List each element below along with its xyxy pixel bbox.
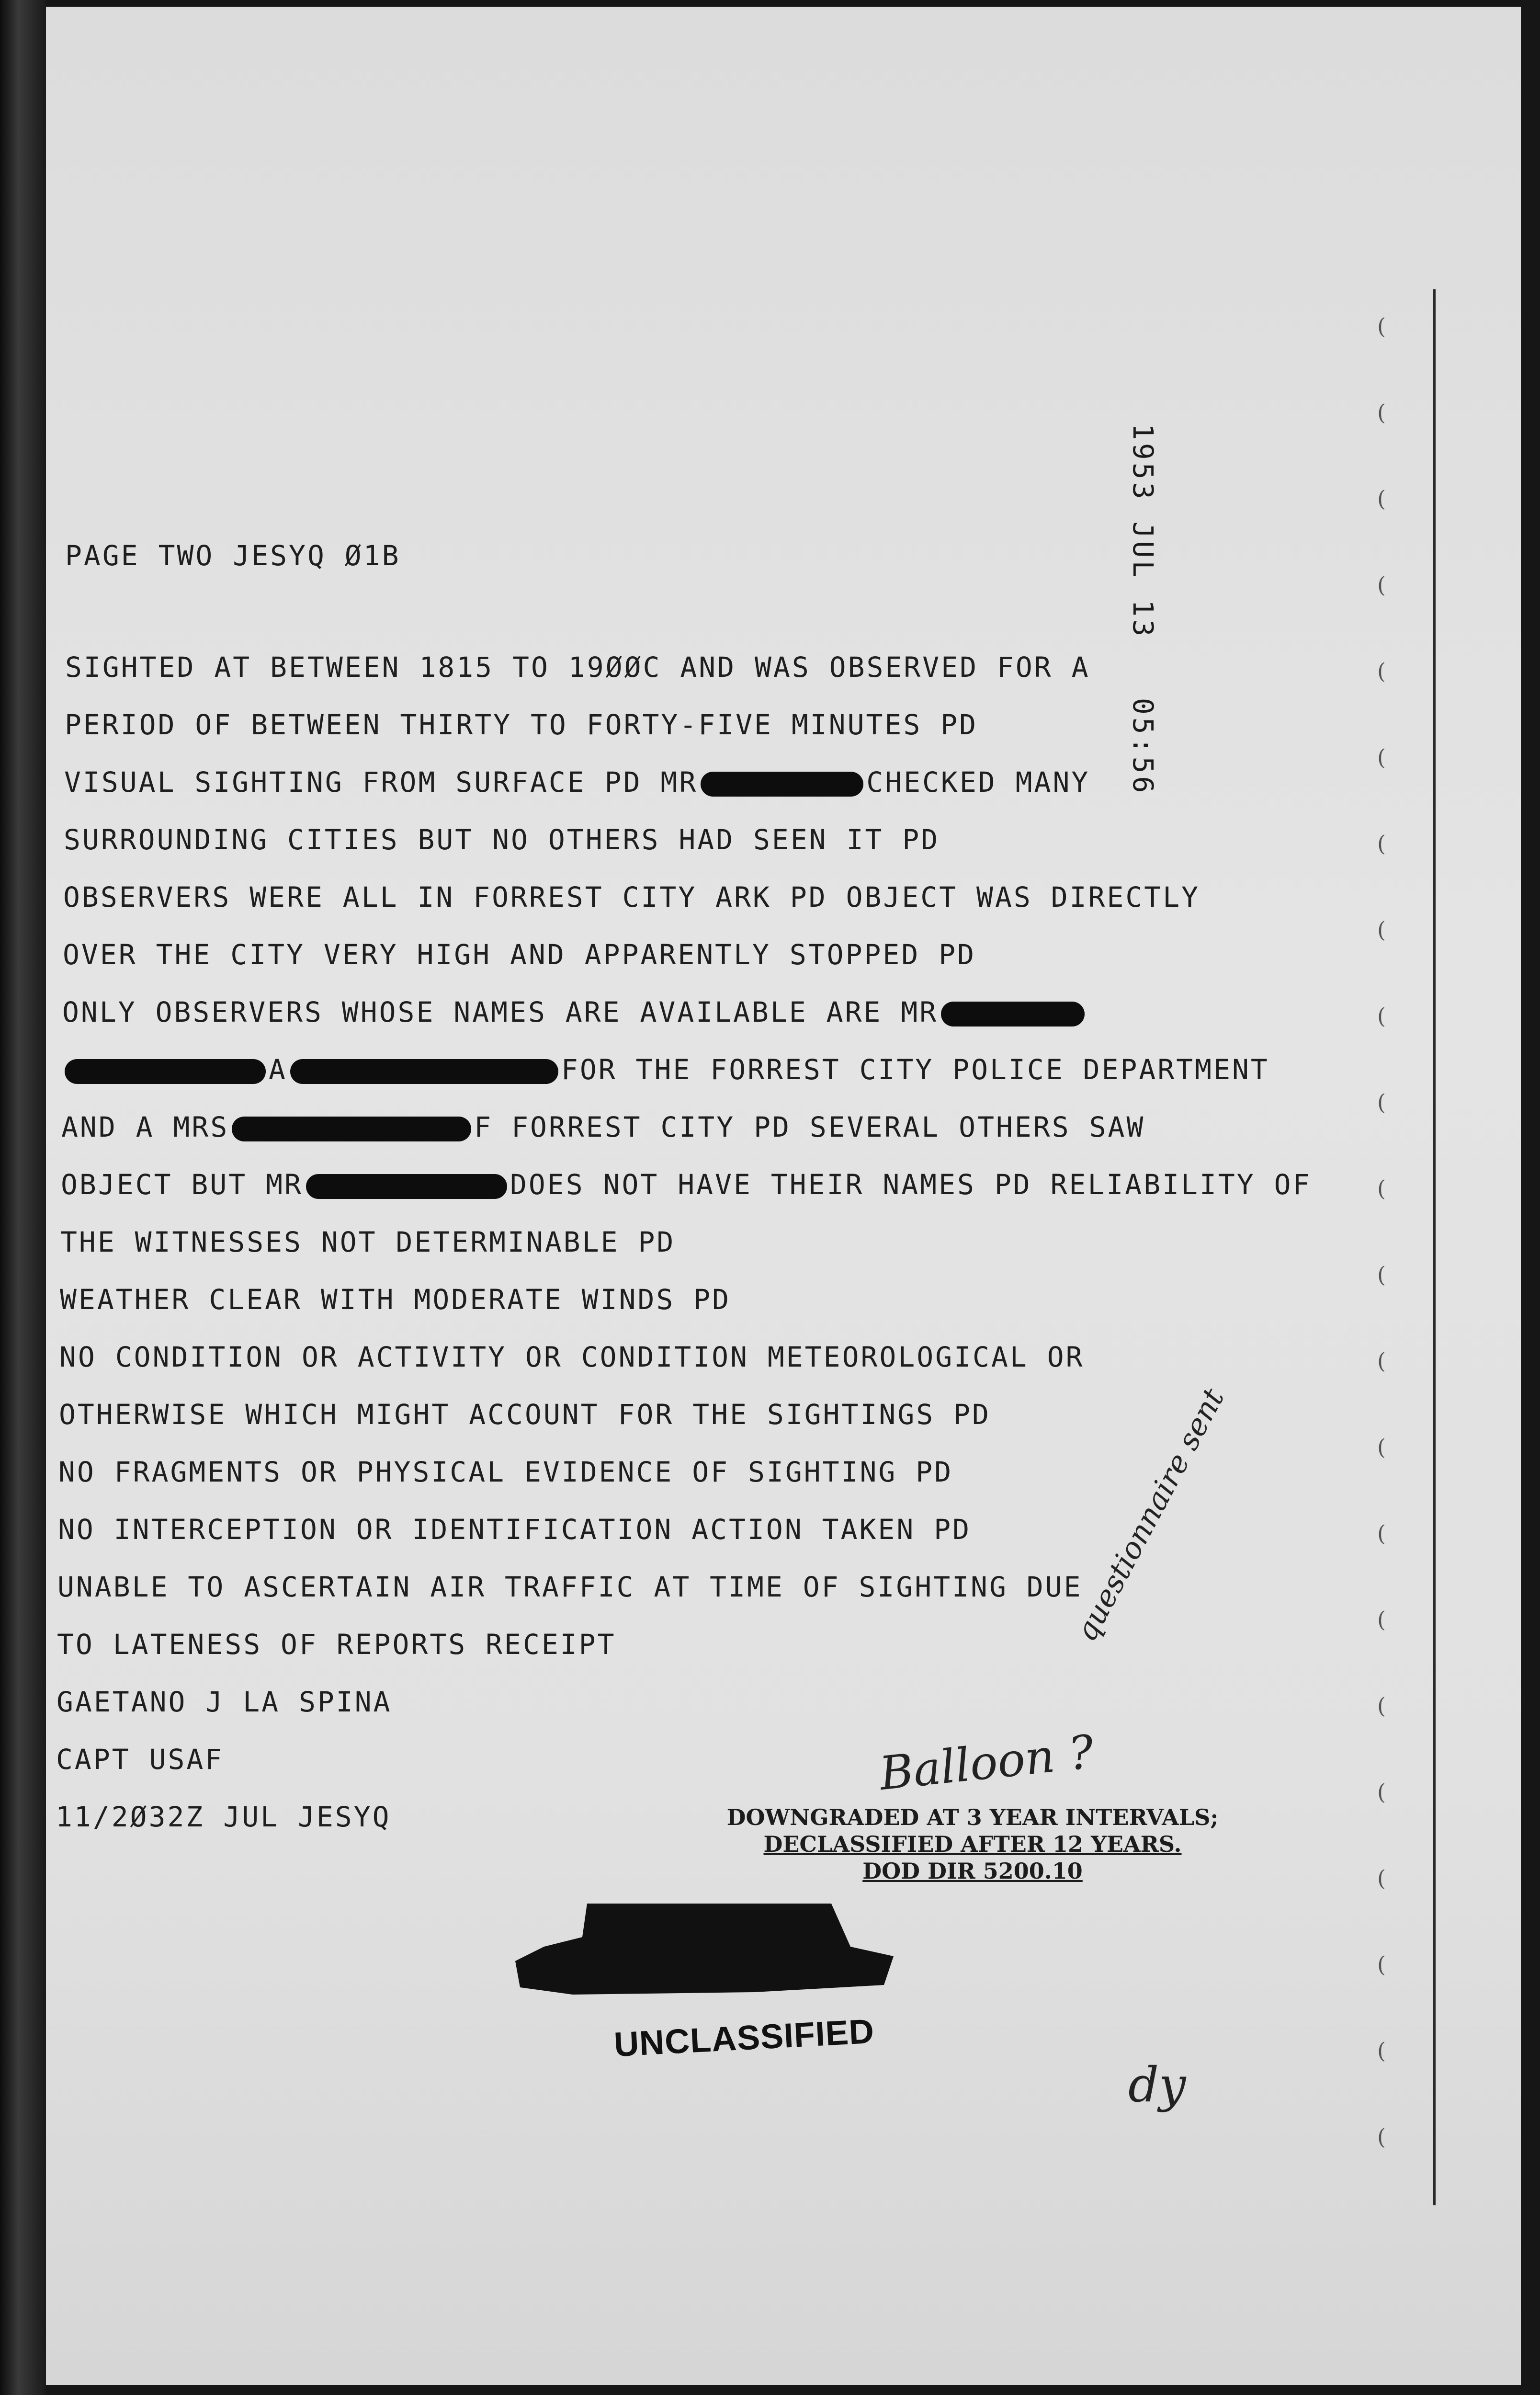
body-text-segment: AND A MRS xyxy=(61,1111,229,1143)
redaction-bar xyxy=(232,1117,471,1141)
body-line xyxy=(60,1226,675,1258)
body-text-segment: NO INTERCEPTION OR IDENTIFICATION ACTION TAKEN PD xyxy=(58,1513,972,1546)
body-line xyxy=(59,1398,991,1431)
margin-mark-icon: ( xyxy=(1377,2124,1386,2150)
body-line xyxy=(63,938,976,971)
margin-mark-icon: ( xyxy=(1377,1520,1386,1546)
body-line xyxy=(65,651,1090,684)
body-text-segment: SIGHTED AT BETWEEN 1815 TO 19ØØC AND WAS OBSERVED FOR A xyxy=(65,651,1090,684)
margin-mark-icon: ( xyxy=(1377,917,1386,943)
margin-mark-icon: ( xyxy=(1377,831,1386,856)
body-text-segment: DOES NOT HAVE THEIR NAMES PD RELIABILITY OF xyxy=(510,1168,1312,1201)
margin-mark-icon: ( xyxy=(1377,744,1386,770)
body-text-segment: GAETANO J LA SPINA xyxy=(57,1686,392,1718)
margin-mark-icon: ( xyxy=(1377,1089,1386,1115)
body-text-segment: OTHERWISE WHICH MIGHT ACCOUNT FOR THE SIGHTINGS PD xyxy=(59,1398,991,1431)
downgrade-notice xyxy=(673,1804,1272,1884)
body-line xyxy=(57,1571,1083,1603)
margin-mark-icon: ( xyxy=(1377,1865,1386,1891)
margin-mark-icon: ( xyxy=(1377,1003,1386,1029)
body-text-segment: CHECKED MANY xyxy=(866,766,1090,798)
margin-mark-icon: ( xyxy=(1377,313,1386,339)
scan-edge-left xyxy=(0,0,46,2395)
page-header: PAGE TWO JESYQ Ø1B xyxy=(65,539,401,572)
redaction-block xyxy=(515,1889,898,2004)
margin-mark-icon: ( xyxy=(1377,1348,1386,1374)
date-time-stamp: 1953 JUL 13 05:56 xyxy=(1127,423,1159,796)
body-text-segment: OVER THE CITY VERY HIGH AND APPARENTLY STOPPED PD xyxy=(63,938,976,971)
body-text-segment: THE WITNESSES NOT DETERMINABLE PD xyxy=(60,1226,676,1258)
body-text-segment: ONLY OBSERVERS WHOSE NAMES ARE AVAILABLE ARE MR xyxy=(62,996,939,1028)
margin-mark-icon: ( xyxy=(1377,486,1386,512)
body-line xyxy=(59,1341,1085,1373)
classification-stamp: UNCLASSIFIED xyxy=(613,2012,875,2064)
body-text-segment: 11/2Ø32Z JUL JESYQ xyxy=(56,1801,391,1833)
margin-mark-icon: ( xyxy=(1377,658,1386,684)
body-line xyxy=(60,1283,731,1316)
body-text-segment: SURROUNDING CITIES BUT NO OTHERS HAD SEEN IT PD xyxy=(64,823,940,856)
body-line xyxy=(63,881,1200,913)
body-line xyxy=(58,1456,953,1488)
body-line xyxy=(65,708,978,741)
body-text-segment: FOR THE FORREST CITY POLICE DEPARTMENT xyxy=(561,1053,1269,1086)
margin-mark-icon: ( xyxy=(1377,399,1386,425)
margin-mark-icon: ( xyxy=(1377,1693,1386,1719)
body-line xyxy=(58,1513,971,1546)
body-text-segment: UNABLE TO ASCERTAIN AIR TRAFFIC AT TIME OF SIGHTING DUE xyxy=(57,1571,1083,1603)
body-line xyxy=(62,1053,1269,1086)
body-text-segment: TO LATENESS OF REPORTS RECEIPT xyxy=(57,1628,616,1661)
margin-mark-icon: ( xyxy=(1377,1607,1386,1632)
downgrade-line-2: DECLASSIFIED AFTER 12 YEARS. xyxy=(763,1831,1182,1857)
handwritten-annotation: Balloon ? xyxy=(877,1724,1097,1801)
downgrade-line-1: DOWNGRADED AT 3 YEAR INTERVALS; xyxy=(726,1804,1219,1830)
body-text-segment: F FORREST CITY PD SEVERAL OTHERS SAW xyxy=(474,1111,1145,1143)
body-line xyxy=(57,1628,616,1661)
margin-mark-icon: ( xyxy=(1377,2038,1386,2064)
redaction-bar xyxy=(941,1002,1085,1026)
redaction-bar xyxy=(306,1174,507,1199)
downgrade-line-3: DOD DIR 5200.10 xyxy=(862,1858,1083,1884)
body-text-segment: OBJECT BUT MR xyxy=(61,1168,303,1201)
body-line xyxy=(57,1686,392,1718)
body-text-segment: NO FRAGMENTS OR PHYSICAL EVIDENCE OF SIGHTING PD xyxy=(58,1456,953,1488)
margin-mark-icon: ( xyxy=(1377,1779,1386,1805)
document-page xyxy=(46,7,1521,2385)
margin-mark-icon: ( xyxy=(1377,572,1386,598)
margin-rule xyxy=(1433,289,1436,2205)
body-line xyxy=(64,823,940,856)
redaction-bar xyxy=(290,1059,558,1084)
margin-note-handwritten: questionnaire sent xyxy=(1068,1382,1231,1647)
redaction-bar xyxy=(65,1059,266,1084)
body-line xyxy=(56,1743,224,1776)
body-text-segment: CAPT USAF xyxy=(56,1743,224,1776)
margin-mark-icon: ( xyxy=(1377,1951,1386,1977)
body-line xyxy=(61,1111,1145,1143)
margin-mark-icon: ( xyxy=(1377,1262,1386,1288)
redaction-bar xyxy=(701,772,863,797)
body-text-segment: NO CONDITION OR ACTIVITY OR CONDITION METEOROLOGICAL OR xyxy=(59,1341,1085,1373)
handwritten-initials: dy xyxy=(1128,2057,1186,2113)
body-text-segment: WEATHER CLEAR WITH MODERATE WINDS PD xyxy=(60,1283,731,1316)
body-line xyxy=(56,1801,391,1833)
body-text-segment: VISUAL SIGHTING FROM SURFACE PD MR xyxy=(64,766,698,798)
body-text-segment: PERIOD OF BETWEEN THIRTY TO FORTY-FIVE MINUTES PD xyxy=(65,708,978,741)
margin-mark-icon: ( xyxy=(1377,1175,1386,1201)
body-text-segment: A xyxy=(269,1053,287,1086)
margin-mark-icon: ( xyxy=(1377,1434,1386,1460)
body-line xyxy=(61,1168,1311,1201)
body-line xyxy=(62,996,1087,1028)
body-text-segment: OBSERVERS WERE ALL IN FORREST CITY ARK PD OBJECT WAS DIRECTLY xyxy=(63,881,1200,913)
body-line xyxy=(64,766,1090,798)
